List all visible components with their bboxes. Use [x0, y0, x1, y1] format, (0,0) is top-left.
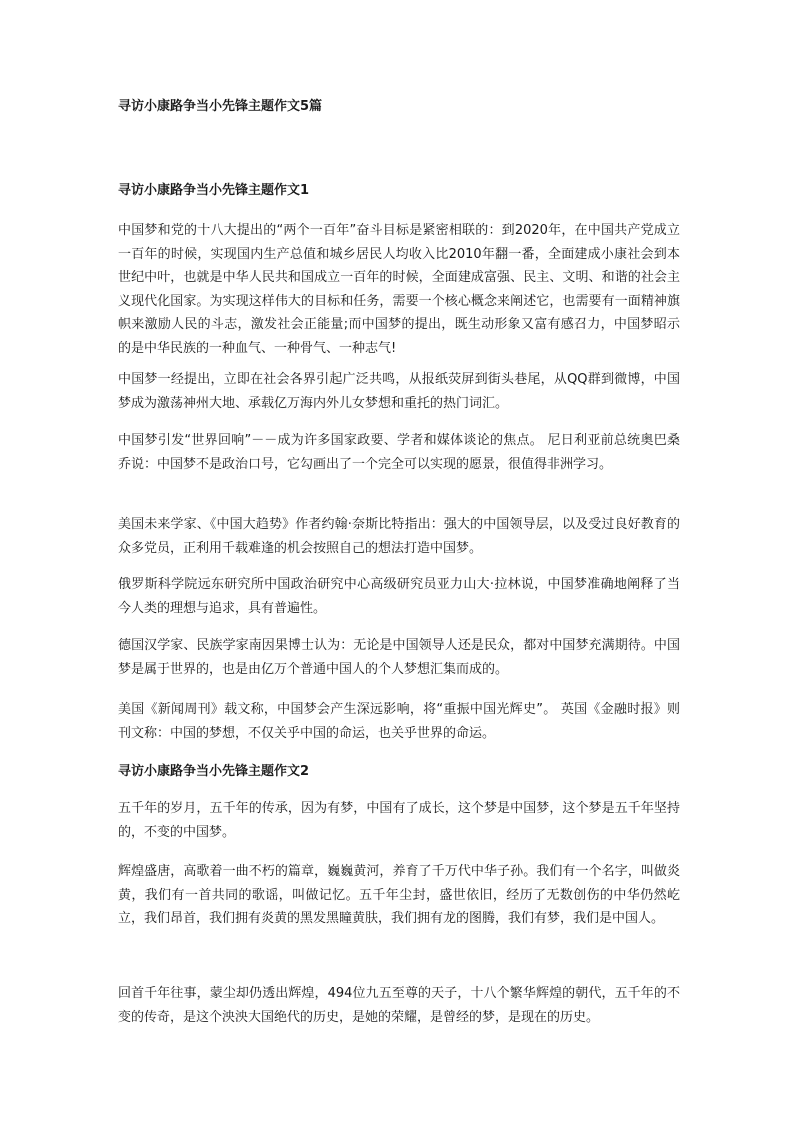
paragraph: 美国未来学家、《中国大趋势》作者约翰·奈斯比特指出：强大的中国领导层，以及受过良好教育的众多党员，正利用千载难逢的机会按照自己的想法打造中国梦。: [118, 517, 680, 556]
section-heading-1: 寻访小康路争当小先锋主题作文1: [118, 183, 310, 198]
paragraph: 中国梦一经提出，立即在社会各界引起广泛共鸣，从报纸荧屏到街头巷尾，从QQ群到微博，中国梦成为激荡神州大地、承载亿万海内外儿女梦想和重托的热门词汇。: [118, 372, 680, 411]
paragraph: 中国梦引发“世界回响”－－成为许多国家政要、学者和媒体谈论的焦点。 尼日利亚前总统奥巴桑乔说：中国梦不是政治口号，它勾画出了一个完全可以实现的愿景，很值得非洲学习。: [118, 433, 680, 472]
paragraph: 美国《新闻周刊》载文称，中国梦会产生深远影响，将“重振中国光辉史”。 英国《金融时报》则刊文称：中国的梦想，不仅关乎中国的命运，也关乎世界的命运。: [118, 702, 680, 741]
section-heading-2: 寻访小康路争当小先锋主题作文2: [118, 764, 310, 779]
document-title: 寻访小康路争当小先锋主题作文5篇: [118, 99, 323, 114]
paragraph: 五千年的岁月，五千年的传承，因为有梦，中国有了成长，这个梦是中国梦，这个梦是五千年坚持的，不变的中国梦。: [118, 801, 680, 840]
paragraph: 辉煌盛唐，高歌着一曲不朽的篇章，巍巍黄河，养育了千万代中华子孙。我们有一个名字，叫做炎黄，我们有一首共同的歌谣，叫做记忆。五千年尘封，盛世依旧，经历了无数创伤的中华仍然屹立，我们昂首，我们拥有炎黄的黑发黑瞳黄肤，我们拥有龙的图腾，我们有梦，我们是中国人。: [118, 864, 680, 927]
paragraph: 回首千年往事，蒙尘却仍透出辉煌，494位九五至尊的天子，十八个繁华辉煌的朝代，五千年的不变的传奇，是这个泱泱大国绝代的历史，是她的荣耀，是曾经的梦，是现在的历史。: [118, 986, 680, 1025]
paragraph: 中国梦和党的十八大提出的“两个一百年”奋斗目标是紧密相联的：到2020年，在中国共产党成立一百年的时候，实现国内生产总值和城乡居民人均收入比2010年翻一番，全面建成小康社会到本世纪中叶，也就是中华人民共和国成立一百年的时候，全面建成富强、民主、文明、和谐的社会主义现代化国家。为实现这样伟大的目标和任务，需要一个核心概念来阐述它，也需要有一面精神旗帜来激励人民的斗志，激发社会正能量;而中国梦的提出，既生动形象又富有感召力，中国梦昭示的是中华民族的一种血气、一种骨气、一种志气!: [118, 223, 680, 356]
paragraph: 俄罗斯科学院远东研究所中国政治研究中心高级研究员亚力山大·拉林说，中国梦准确地阐释了当今人类的理想与追求，具有普遍性。: [118, 577, 680, 616]
paragraph: 德国汉学家、民族学家南因果博士认为：无论是中国领导人还是民众，都对中国梦充满期待。中国梦是属于世界的，也是由亿万个普通中国人的个人梦想汇集而成的。: [118, 638, 680, 677]
